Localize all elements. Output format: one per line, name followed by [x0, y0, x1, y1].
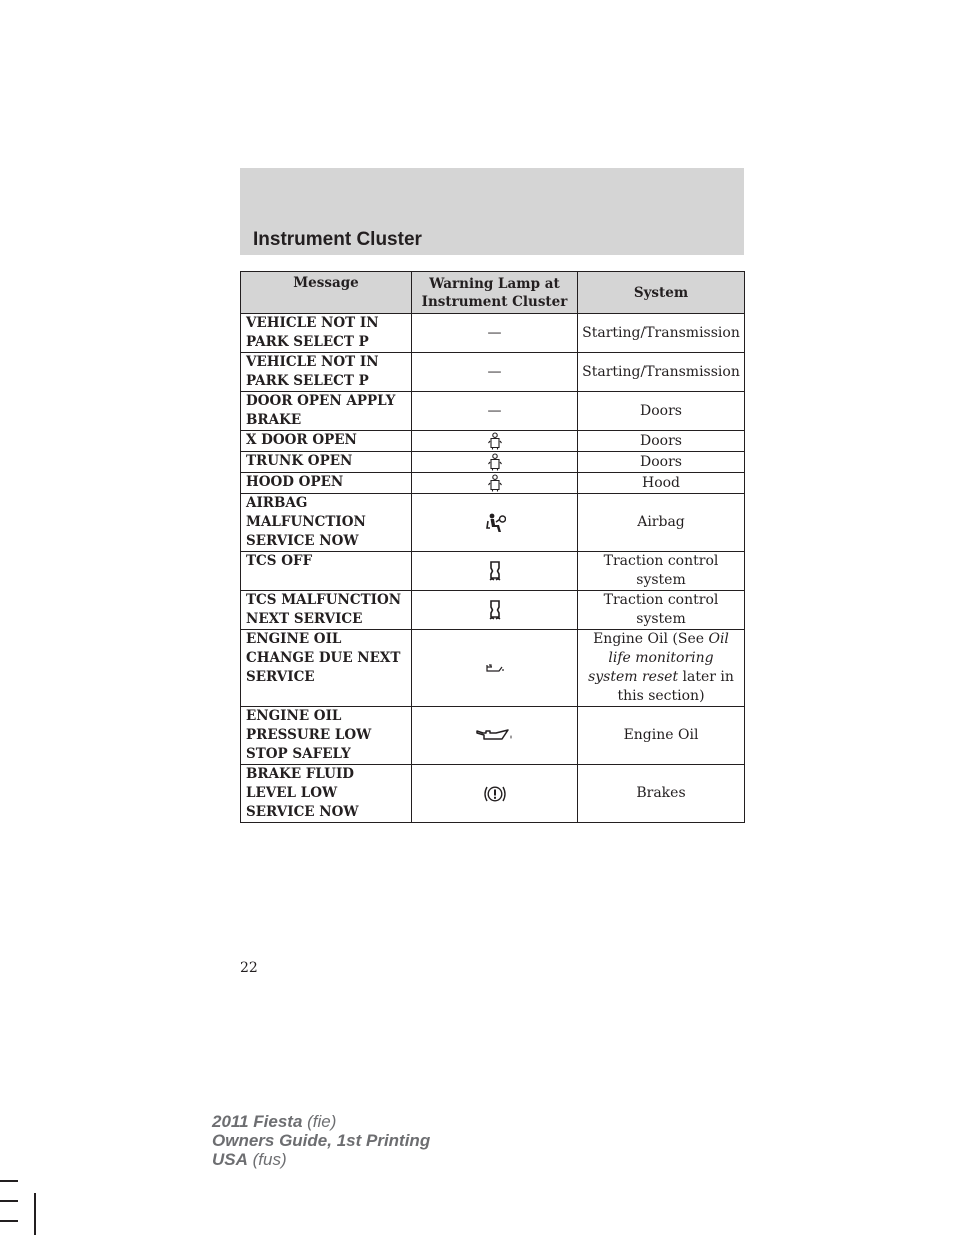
system-text: later in this section) — [617, 669, 734, 704]
lamp-cell — [412, 473, 578, 494]
lamp-cell — [412, 552, 578, 591]
table-row — [241, 630, 745, 707]
traction-control-icon — [488, 599, 502, 621]
lamp-cell — [412, 452, 578, 473]
oil-change-icon — [486, 663, 504, 673]
system-cell: Doors — [578, 431, 745, 452]
section-header-band — [240, 168, 744, 255]
lamp-cell — [412, 494, 578, 552]
table-row — [241, 314, 745, 353]
system-text: Engine Oil (See — [593, 631, 709, 647]
message-cell: VEHICLE NOT IN PARK SELECT P — [241, 314, 412, 353]
message-cell: ENGINE OIL CHANGE DUE NEXT SERVICE — [241, 630, 412, 707]
table-row — [241, 473, 745, 494]
column-header-warning-lamp: Warning Lamp at Instrument Cluster — [412, 272, 578, 314]
system-cell: Traction control system — [578, 591, 745, 630]
message-table — [240, 271, 745, 823]
table-row — [241, 707, 745, 765]
document-footer — [212, 1112, 430, 1169]
airbag-icon — [484, 513, 506, 533]
table-row — [241, 765, 745, 823]
lamp-cell — [412, 765, 578, 823]
lamp-cell — [412, 392, 578, 431]
message-cell: HOOD OPEN — [241, 473, 412, 494]
column-header-message: Message — [241, 272, 412, 314]
message-cell: DOOR OPEN APPLY BRAKE — [241, 392, 412, 431]
table-row — [241, 591, 745, 630]
footer-market: USA — [212, 1150, 248, 1169]
system-cell: Doors — [578, 452, 745, 473]
system-cell: Starting/Transmission — [578, 314, 745, 353]
crop-mark — [0, 1180, 18, 1182]
crop-mark — [0, 1220, 18, 1222]
system-cell — [578, 630, 745, 707]
page-number: 22 — [240, 960, 258, 976]
footer-model-code: (fie) — [302, 1112, 337, 1131]
lamp-cell — [412, 591, 578, 630]
table-row — [241, 392, 745, 431]
no-lamp-dash: — — [487, 363, 502, 380]
door-ajar-icon — [488, 474, 502, 492]
lamp-cell — [412, 353, 578, 392]
no-lamp-dash: — — [487, 402, 502, 419]
oil-can-icon — [476, 727, 514, 743]
table-row — [241, 431, 745, 452]
footer-market-code: (fus) — [247, 1150, 287, 1169]
table-row — [241, 353, 745, 392]
traction-control-icon — [488, 560, 502, 582]
footer-line-guide: Owners Guide, 1st Printing — [212, 1131, 431, 1150]
system-cell: Traction control system — [578, 552, 745, 591]
message-cell: ENGINE OIL PRESSURE LOW STOP SAFELY — [241, 707, 412, 765]
crop-mark — [34, 1193, 36, 1235]
crop-mark — [0, 1200, 18, 1202]
footer-line-model — [212, 1112, 430, 1131]
footer-line-market — [212, 1150, 430, 1169]
message-cell: TRUNK OPEN — [241, 452, 412, 473]
lamp-cell — [412, 707, 578, 765]
brake-warning-icon — [482, 784, 508, 804]
message-cell: BRAKE FLUID LEVEL LOW SERVICE NOW — [241, 765, 412, 823]
lamp-cell — [412, 314, 578, 353]
system-cell: Airbag — [578, 494, 745, 552]
lamp-cell — [412, 630, 578, 707]
message-cell: TCS MALFUNCTION NEXT SERVICE — [241, 591, 412, 630]
message-cell: VEHICLE NOT IN PARK SELECT P — [241, 353, 412, 392]
system-cell: Doors — [578, 392, 745, 431]
message-cell: X DOOR OPEN — [241, 431, 412, 452]
oil-life-reference: Oil life monitoring system reset — [588, 631, 729, 685]
table-header-row — [241, 272, 745, 314]
lamp-cell — [412, 431, 578, 452]
table-row — [241, 494, 745, 552]
footer-model: 2011 Fiesta — [212, 1112, 303, 1131]
message-cell: TCS OFF — [241, 552, 412, 591]
section-title: Instrument Cluster — [253, 229, 422, 250]
system-cell: Hood — [578, 473, 745, 494]
system-cell: Starting/Transmission — [578, 353, 745, 392]
table-row — [241, 552, 745, 591]
door-ajar-icon — [488, 432, 502, 450]
door-ajar-icon — [488, 453, 502, 471]
column-header-system: System — [578, 272, 745, 314]
table-row — [241, 452, 745, 473]
system-cell: Brakes — [578, 765, 745, 823]
system-cell: Engine Oil — [578, 707, 745, 765]
message-cell: AIRBAG MALFUNCTION SERVICE NOW — [241, 494, 412, 552]
no-lamp-dash: — — [487, 324, 502, 341]
